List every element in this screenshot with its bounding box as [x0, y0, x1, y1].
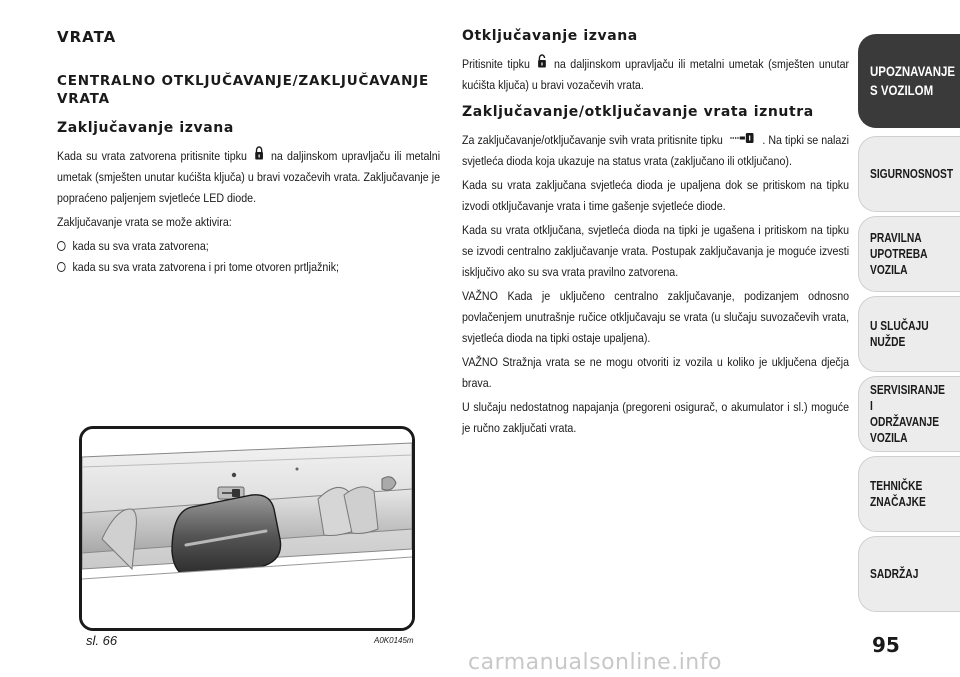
- bullet-icon: [57, 241, 66, 251]
- tab-pravilna-upotreba[interactable]: PRAVILNA UPOTREBA VOZILA: [858, 216, 960, 292]
- tab-u-slucaju-nuzde[interactable]: U SLUČAJU NUŽDE: [858, 296, 960, 372]
- unlock-icon: [537, 54, 547, 75]
- left-column: [57, 28, 441, 278]
- tab-sigurnosnost[interactable]: SIGURNOSNOST: [858, 136, 960, 212]
- section-title: CENTRALNO OTKLJUČAVANJE/ZAKLJUČAVANJE VRATA: [57, 73, 430, 107]
- important-note-2: VAŽNO Stražnja vrata se ne mogu otvoriti iz vozila u koliko je uključena dječja brava.: [462, 355, 850, 391]
- locking-paragraph: Kada su vrata zatvorena pritisnite tipku na daljinskom upravljaču ili metalni umetak (smješten unutar kućišta ključa) u bravi vozačevih vrata. Zaključavanje je popraćeno paljenjem svjetleće LED diode.: [57, 146, 440, 209]
- locked-state-text: Kada su vrata zaključana svjetleća dioda je upaljena dok se pritiskom na tipku izvodi otključavanje vrata i time gašenje svjetleće diode.: [462, 178, 850, 214]
- tab-tehnicke-znacajke[interactable]: TEHNIČKE ZNAČAJKE: [858, 456, 960, 532]
- page-number: 95: [872, 633, 900, 657]
- list-item: kada su sva vrata zatvorena i pri tome otvoren prtljažnik;: [57, 257, 440, 278]
- important-note-1: VAŽNO Kada je uključeno centralno zaključavanje, podizanjem odnosno povlačenjem unutrašnje ručice otključavaju se vrata (u slučaju suvozačevih vrata, svjetleća dioda na tipki ostaje upaljena).: [462, 289, 850, 346]
- tab-sadrzaj[interactable]: SADRŽAJ: [858, 536, 960, 612]
- right-column: [462, 28, 850, 442]
- lock-icon: [254, 146, 264, 167]
- power-failure-text: U slučaju nedostatnog napajanja (pregoreni osigurač, o akumulator i sl.) moguće je ručno zaključati vrata.: [462, 400, 850, 436]
- subsection-unlocking-outside: Otključavanje izvana: [462, 28, 638, 44]
- figure-caption: sl. 66: [86, 633, 118, 648]
- tab-servisiranje[interactable]: SERVISIRANJE I ODRŽAVANJE VOZILA: [858, 376, 960, 452]
- figure-code: A0K0145m: [374, 636, 414, 645]
- tab-upoznavanje[interactable]: UPOZNAVANJE S VOZILOM: [858, 34, 960, 128]
- list-item: kada su sva vrata zatvorena;: [57, 236, 440, 257]
- key-lock-icon: [730, 130, 756, 151]
- page-title: VRATA: [57, 28, 117, 46]
- watermark: carmanualsonline.info: [468, 650, 722, 675]
- chapter-tabs: [858, 34, 960, 616]
- locking-conditions-list: [57, 236, 441, 278]
- door-handle-illustration: [79, 426, 415, 631]
- unlocked-state-text: Kada su vrata otključana, svjetleća dioda na tipki je ugašena i pritiskom na tipku se izvodi centralno zaključavanje vrata. Postupak zaključavanja je moguće izvesti isključivo ako su sva vrata pravilno zatvorena.: [462, 223, 850, 280]
- inside-locking-paragraph: Za zaključavanje/otključavanje svih vrata pritisnite tipku . Na tipki se nalazi svjetleća dioda koja ukazuje na status vrata (zaključano ili otključano).: [462, 130, 849, 172]
- bullet-icon: [57, 262, 66, 272]
- unlocking-paragraph: Pritisnite tipku na daljinskom upravljaču ili metalni umetak (smješten unutar kućišta ključa) u bravi vozačevih vrata.: [462, 54, 849, 96]
- locking-activation-text: Zaključavanje vrata se može aktivira:: [57, 215, 232, 230]
- subsection-inside-locking: Zaključavanje/otključavanje vrata iznutra: [462, 104, 814, 121]
- subsection-locking-outside: Zaključavanje izvana: [57, 120, 234, 136]
